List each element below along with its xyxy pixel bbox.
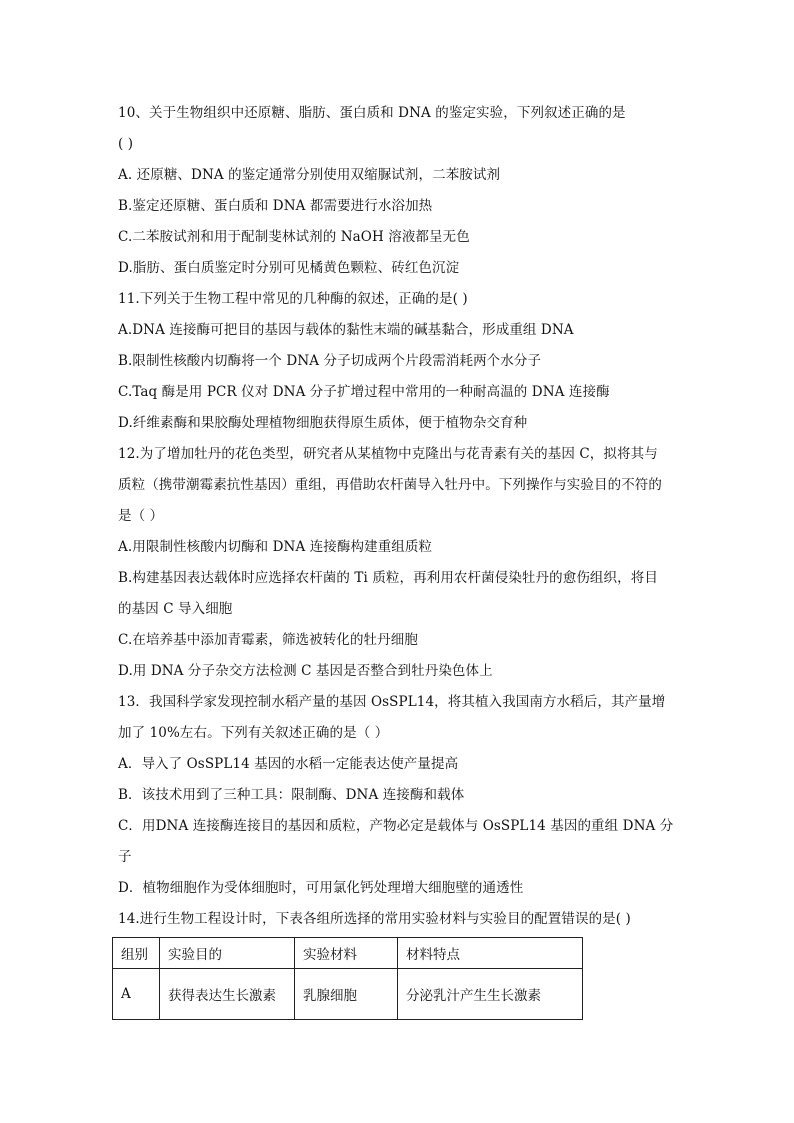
question <box>118 284 678 439</box>
table-header-row <box>113 938 583 969</box>
question-stem: 12.为了增加牡丹的花色类型，研究者从某植物中克隆出与花青素有关的基因 C，拟将其与 <box>118 446 658 462</box>
question <box>118 98 678 284</box>
answer-option: A. 还原糖、DNA 的鉴定通常分别使用双缩脲试剂，二苯胺试剂 <box>118 167 501 183</box>
answer-option: B.限制性核酸内切酶将一个 DNA 分子切成两个片段需消耗两个水分子 <box>118 353 542 369</box>
answer-option: D.用 DNA 分子杂交方法检测 C 基因是否整合到牡丹染色体上 <box>118 663 493 679</box>
question-stem: 14.进行生物工程设计时，下表各组所选择的常用实验材料与实验目的配置错误的是( ) <box>118 911 631 927</box>
question-list <box>118 98 678 935</box>
table-cell: 获得表达生长激素 <box>160 969 295 1020</box>
answer-option: B．该技术用到了三种工具：限制酶、DNA 连接酶和载体 <box>118 787 465 803</box>
answer-option: A．导入了 OsSPL14 基因的水稻一定能表达使产量提高 <box>118 756 459 772</box>
exam-page <box>118 98 678 1020</box>
table-row <box>113 969 583 1020</box>
answer-option: B.构建基因表达载体时应选择农杆菌的 Ti 质粒，再利用农杆菌侵染牡丹的愈伤组织，将目 <box>118 570 658 586</box>
answer-option: D.脂肪、蛋白质鉴定时分别可见橘黄色颗粒、砖红色沉淀 <box>118 260 460 276</box>
answer-option: D．植物细胞作为受体细胞时，可用氯化钙处理增大细胞壁的通透性 <box>118 880 524 896</box>
question-stem: ( ) <box>118 136 134 152</box>
answer-option: A.用限制性核酸内切酶和 DNA 连接酶构建重组质粒 <box>118 539 433 555</box>
question-stem: 13．我国科学家发现控制水稻产量的基因 OsSPL14，将其植入我国南方水稻后，其产量增 <box>118 694 666 710</box>
question <box>118 904 678 935</box>
table-header-cell: 实验目的 <box>160 938 295 969</box>
table-header-cell: 组别 <box>113 938 160 969</box>
question-stem: 质粒（携带潮霉素抗性基因）重组，再借助农杆菌导入牡丹中。下列操作与实验目的不符的 <box>118 477 662 493</box>
table-header-cell: 实验材料 <box>295 938 398 969</box>
answer-option: C．用DNA 连接酶连接目的基因和质粒，产物必定是载体与 OsSPL14 基因的重组 DNA 分 <box>118 818 674 834</box>
table-cell: 分泌乳汁产生生长激素 <box>398 969 583 1020</box>
question-stem: 是（ ） <box>118 508 164 524</box>
question-stem: 加了 10%左右。下列有关叙述正确的是（ ） <box>118 725 389 741</box>
table-cell: A <box>113 969 160 1020</box>
answer-option: 的基因 C 导入细胞 <box>118 601 233 617</box>
answer-option: C.在培养基中添加青霉素，筛选被转化的牡丹细胞 <box>118 632 418 648</box>
answer-option: C.二苯胺试剂和用于配制斐林试剂的 NaOH 溶液都呈无色 <box>118 229 470 245</box>
answer-option: 子 <box>118 849 132 865</box>
question <box>118 439 678 687</box>
question-stem: 10、关于生物组织中还原糖、脂肪、蛋白质和 DNA 的鉴定实验，下列叙述正确的是 <box>118 105 626 121</box>
answer-option: A.DNA 连接酶可把目的基因与载体的黏性末端的碱基黏合，形成重组 DNA <box>118 322 574 338</box>
answer-option: C.Taq 酶是用 PCR 仪对 DNA 分子扩增过程中常用的一种耐高温的 DNA 连接酶 <box>118 384 610 400</box>
answer-option: D.纤维素酶和果胶酶处理植物细胞获得原生质体，便于植物杂交育种 <box>118 415 528 431</box>
answer-table <box>112 937 583 1020</box>
table-cell: 乳腺细胞 <box>295 969 398 1020</box>
question-stem: 11.下列关于生物工程中常见的几种酶的叙述，正确的是( ) <box>118 291 468 307</box>
question <box>118 687 678 904</box>
table-header-cell: 材料特点 <box>398 938 583 969</box>
answer-option: B.鉴定还原糖、蛋白质和 DNA 都需要进行水浴加热 <box>118 198 433 214</box>
